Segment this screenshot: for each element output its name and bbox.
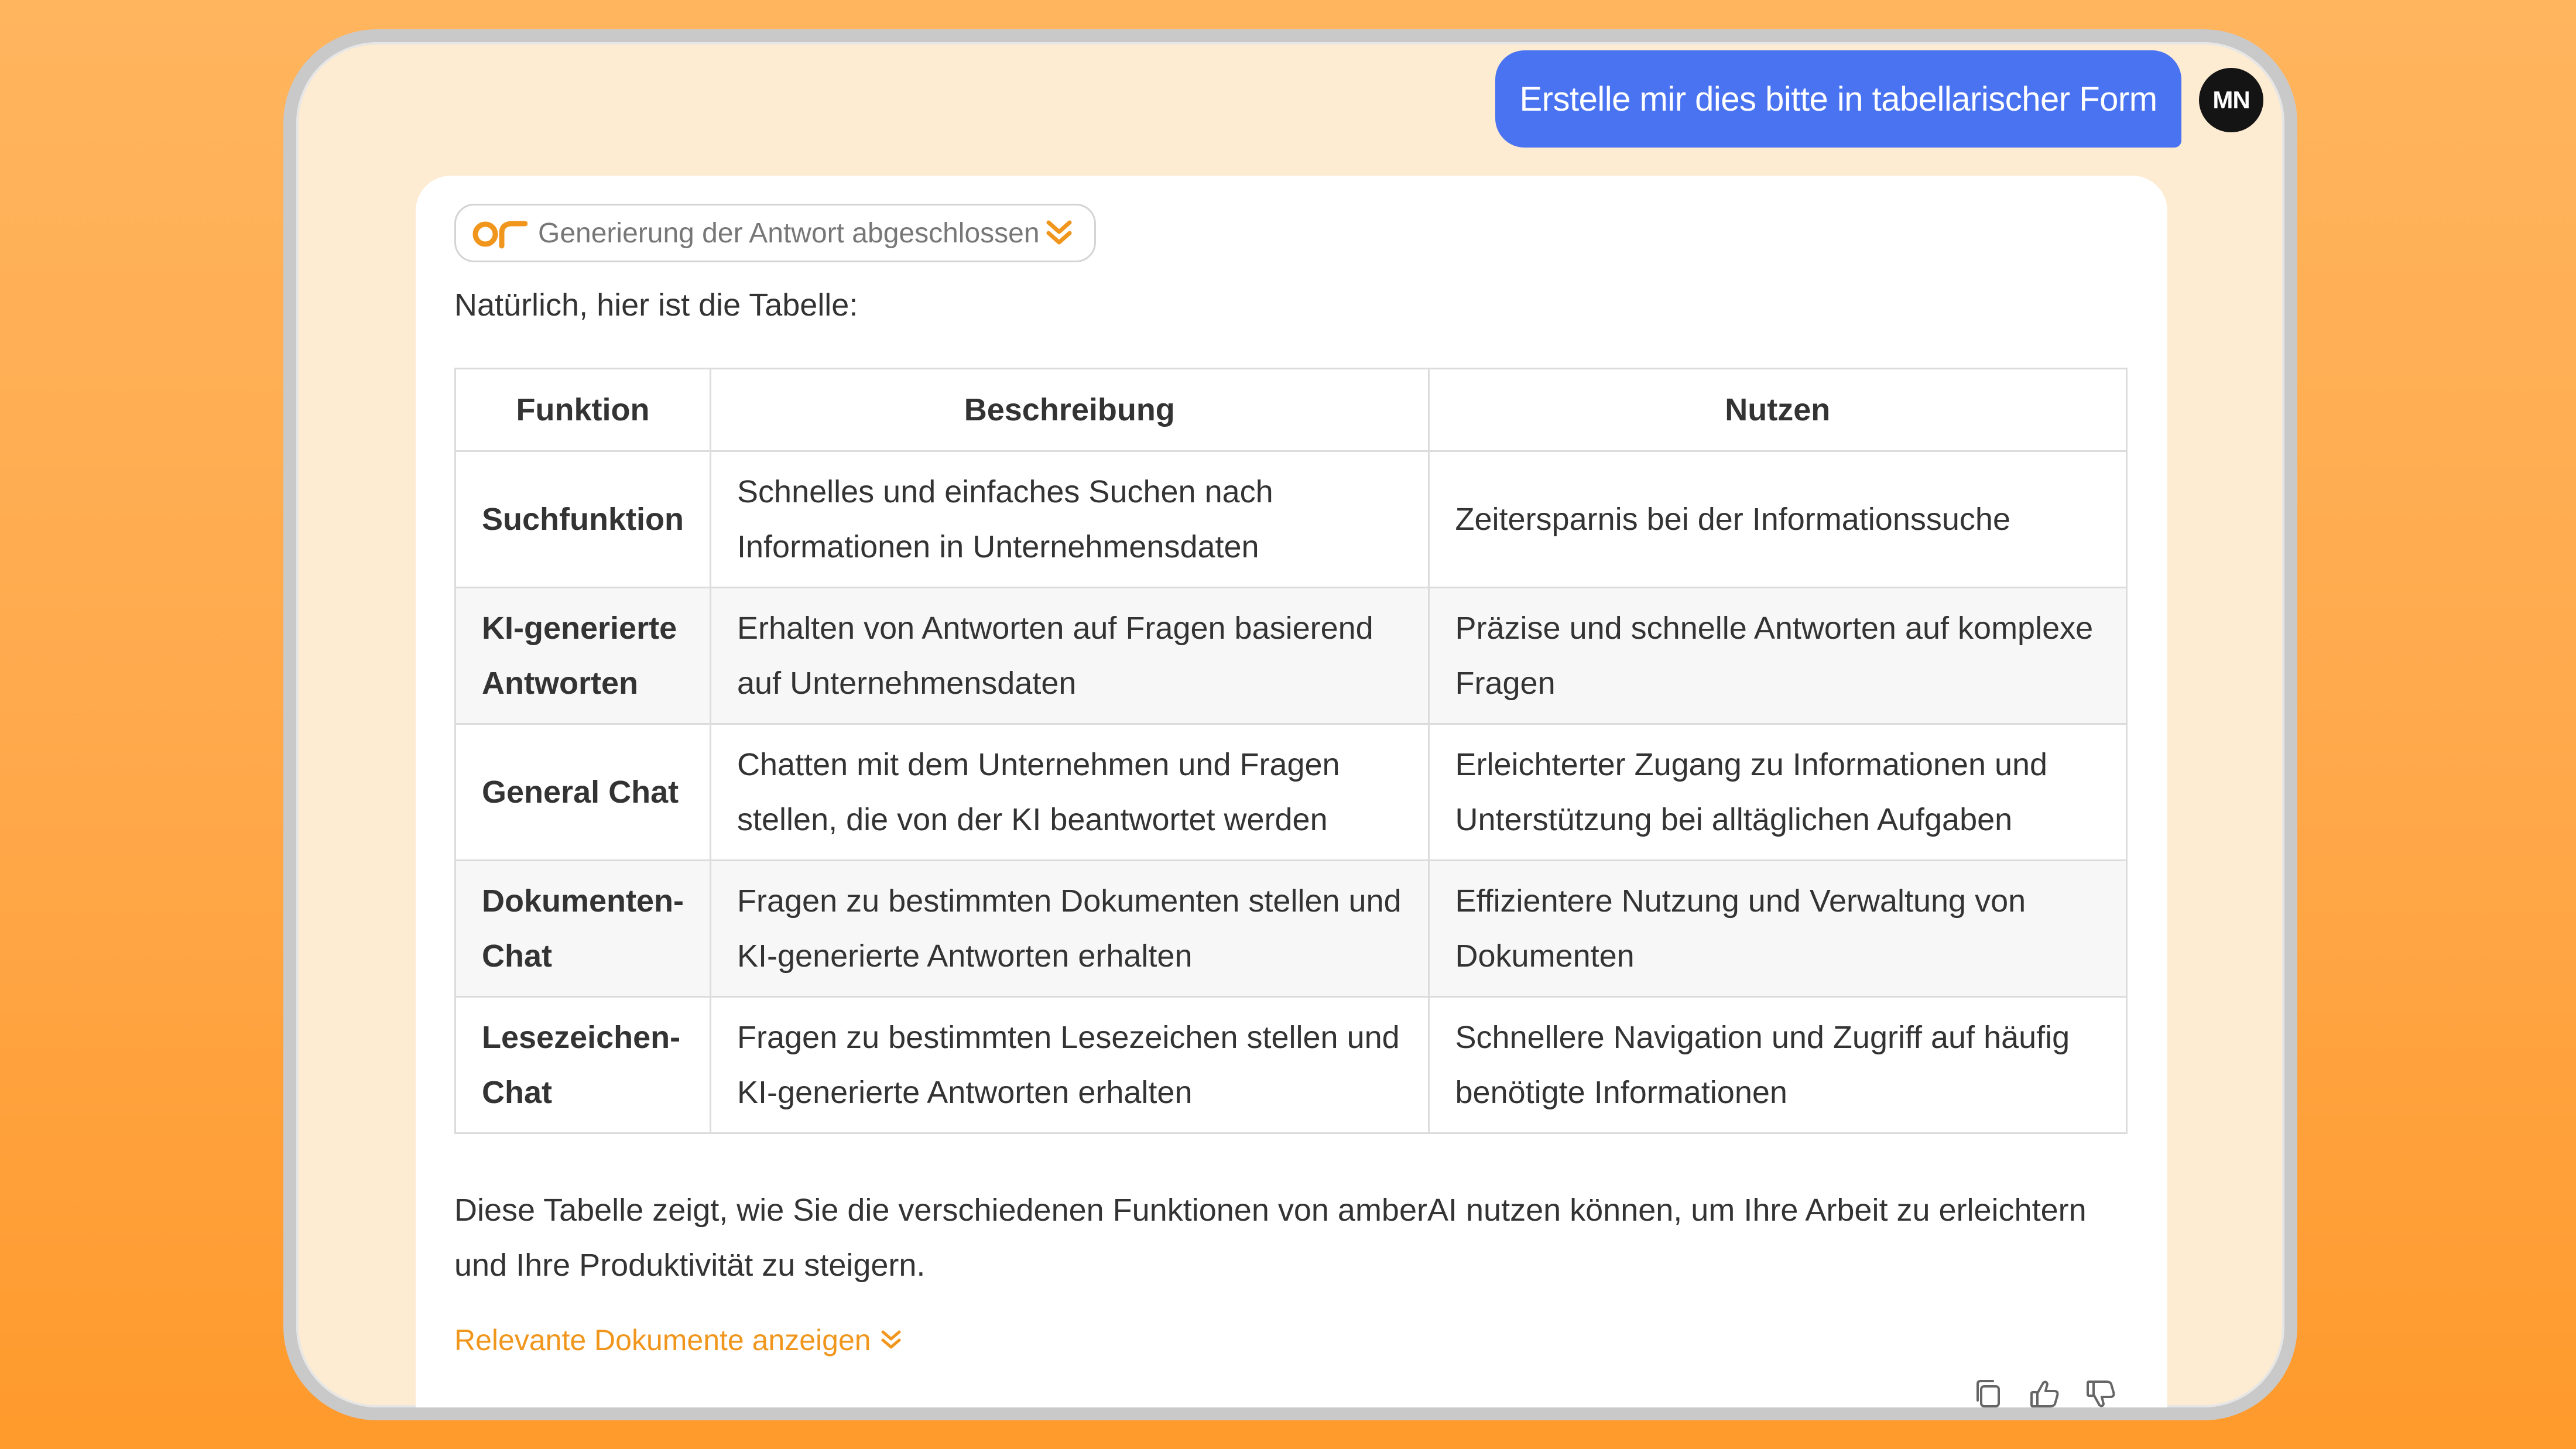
row-description: Fragen zu bestimmten Dokumenten stellen und KI-generierte Antworten erhalten xyxy=(711,861,1429,997)
table-row xyxy=(455,997,2127,1133)
row-benefit: Effizientere Nutzung und Verwaltung von Dokumenten xyxy=(1429,861,2126,997)
header-nutzen: Nutzen xyxy=(1429,369,2126,451)
amberai-logo-icon xyxy=(471,215,527,251)
row-function: Dokumenten-Chat xyxy=(455,861,711,997)
row-function: General Chat xyxy=(455,724,711,861)
row-function: KI-generierte Antworten xyxy=(455,588,711,724)
row-function: Lesezeichen-Chat xyxy=(455,997,711,1133)
avatar-initials: MN xyxy=(2212,86,2250,114)
user-message-text: Erstelle mir dies bitte in tabellarischer Form xyxy=(1519,80,2157,118)
generation-status-text: Generierung der Antwort abgeschlossen xyxy=(538,217,1040,249)
show-relevant-documents-link[interactable] xyxy=(454,1323,904,1357)
avatar[interactable] xyxy=(2199,68,2263,132)
response-intro: Natürlich, hier ist die Tabelle: xyxy=(454,287,858,323)
table-header-row xyxy=(455,369,2127,451)
row-benefit: Erleichterter Zugang zu Informationen und Unterstützung bei alltäglichen Aufgaben xyxy=(1429,724,2126,861)
app-frame xyxy=(283,29,2297,1420)
response-actions xyxy=(1971,1376,2119,1412)
header-beschreibung: Beschreibung xyxy=(711,369,1429,451)
table-row xyxy=(455,451,2127,588)
table-row xyxy=(455,724,2127,861)
row-benefit: Zeitersparnis bei der Informationssuche xyxy=(1429,451,2126,588)
row-description: Chatten mit dem Unternehmen und Fragen stellen, die von der KI beantwortet werden xyxy=(711,724,1429,861)
feature-table xyxy=(454,368,2128,1134)
generation-status-pill[interactable] xyxy=(454,204,1096,262)
row-description: Schnelles und einfaches Suchen nach Informationen in Unternehmensdaten xyxy=(711,451,1429,588)
thumbs-up-icon[interactable] xyxy=(2027,1376,2063,1412)
response-outro: Diese Tabelle zeigt, wie Sie die verschiedenen Funktionen von amberAI nutzen können, um Ihre Arbeit zu erleichtern und Ihre Produktivität zu steigern. xyxy=(454,1193,2087,1283)
row-description: Fragen zu bestimmten Lesezeichen stellen und KI-generierte Antworten erhalten xyxy=(711,997,1429,1133)
header-funktion: Funktion xyxy=(455,369,711,451)
double-chevron-down-icon[interactable] xyxy=(1042,215,1077,251)
docs-link-label: Relevante Dokumente anzeigen xyxy=(454,1324,871,1356)
double-chevron-down-icon xyxy=(878,1327,904,1353)
row-benefit: Präzise und schnelle Antworten auf komplexe Fragen xyxy=(1429,588,2126,724)
row-description: Erhalten von Antworten auf Fragen basierend auf Unternehmensdaten xyxy=(711,588,1429,724)
row-function: Suchfunktion xyxy=(455,451,711,588)
row-benefit: Schnellere Navigation und Zugriff auf häufig benötigte Informationen xyxy=(1429,997,2126,1133)
assistant-response-card xyxy=(416,176,2167,1420)
table-row xyxy=(455,861,2127,997)
thumbs-down-icon[interactable] xyxy=(2083,1376,2119,1412)
table-row xyxy=(455,588,2127,724)
user-message-bubble xyxy=(1495,50,2181,148)
copy-icon[interactable] xyxy=(1971,1376,2007,1412)
